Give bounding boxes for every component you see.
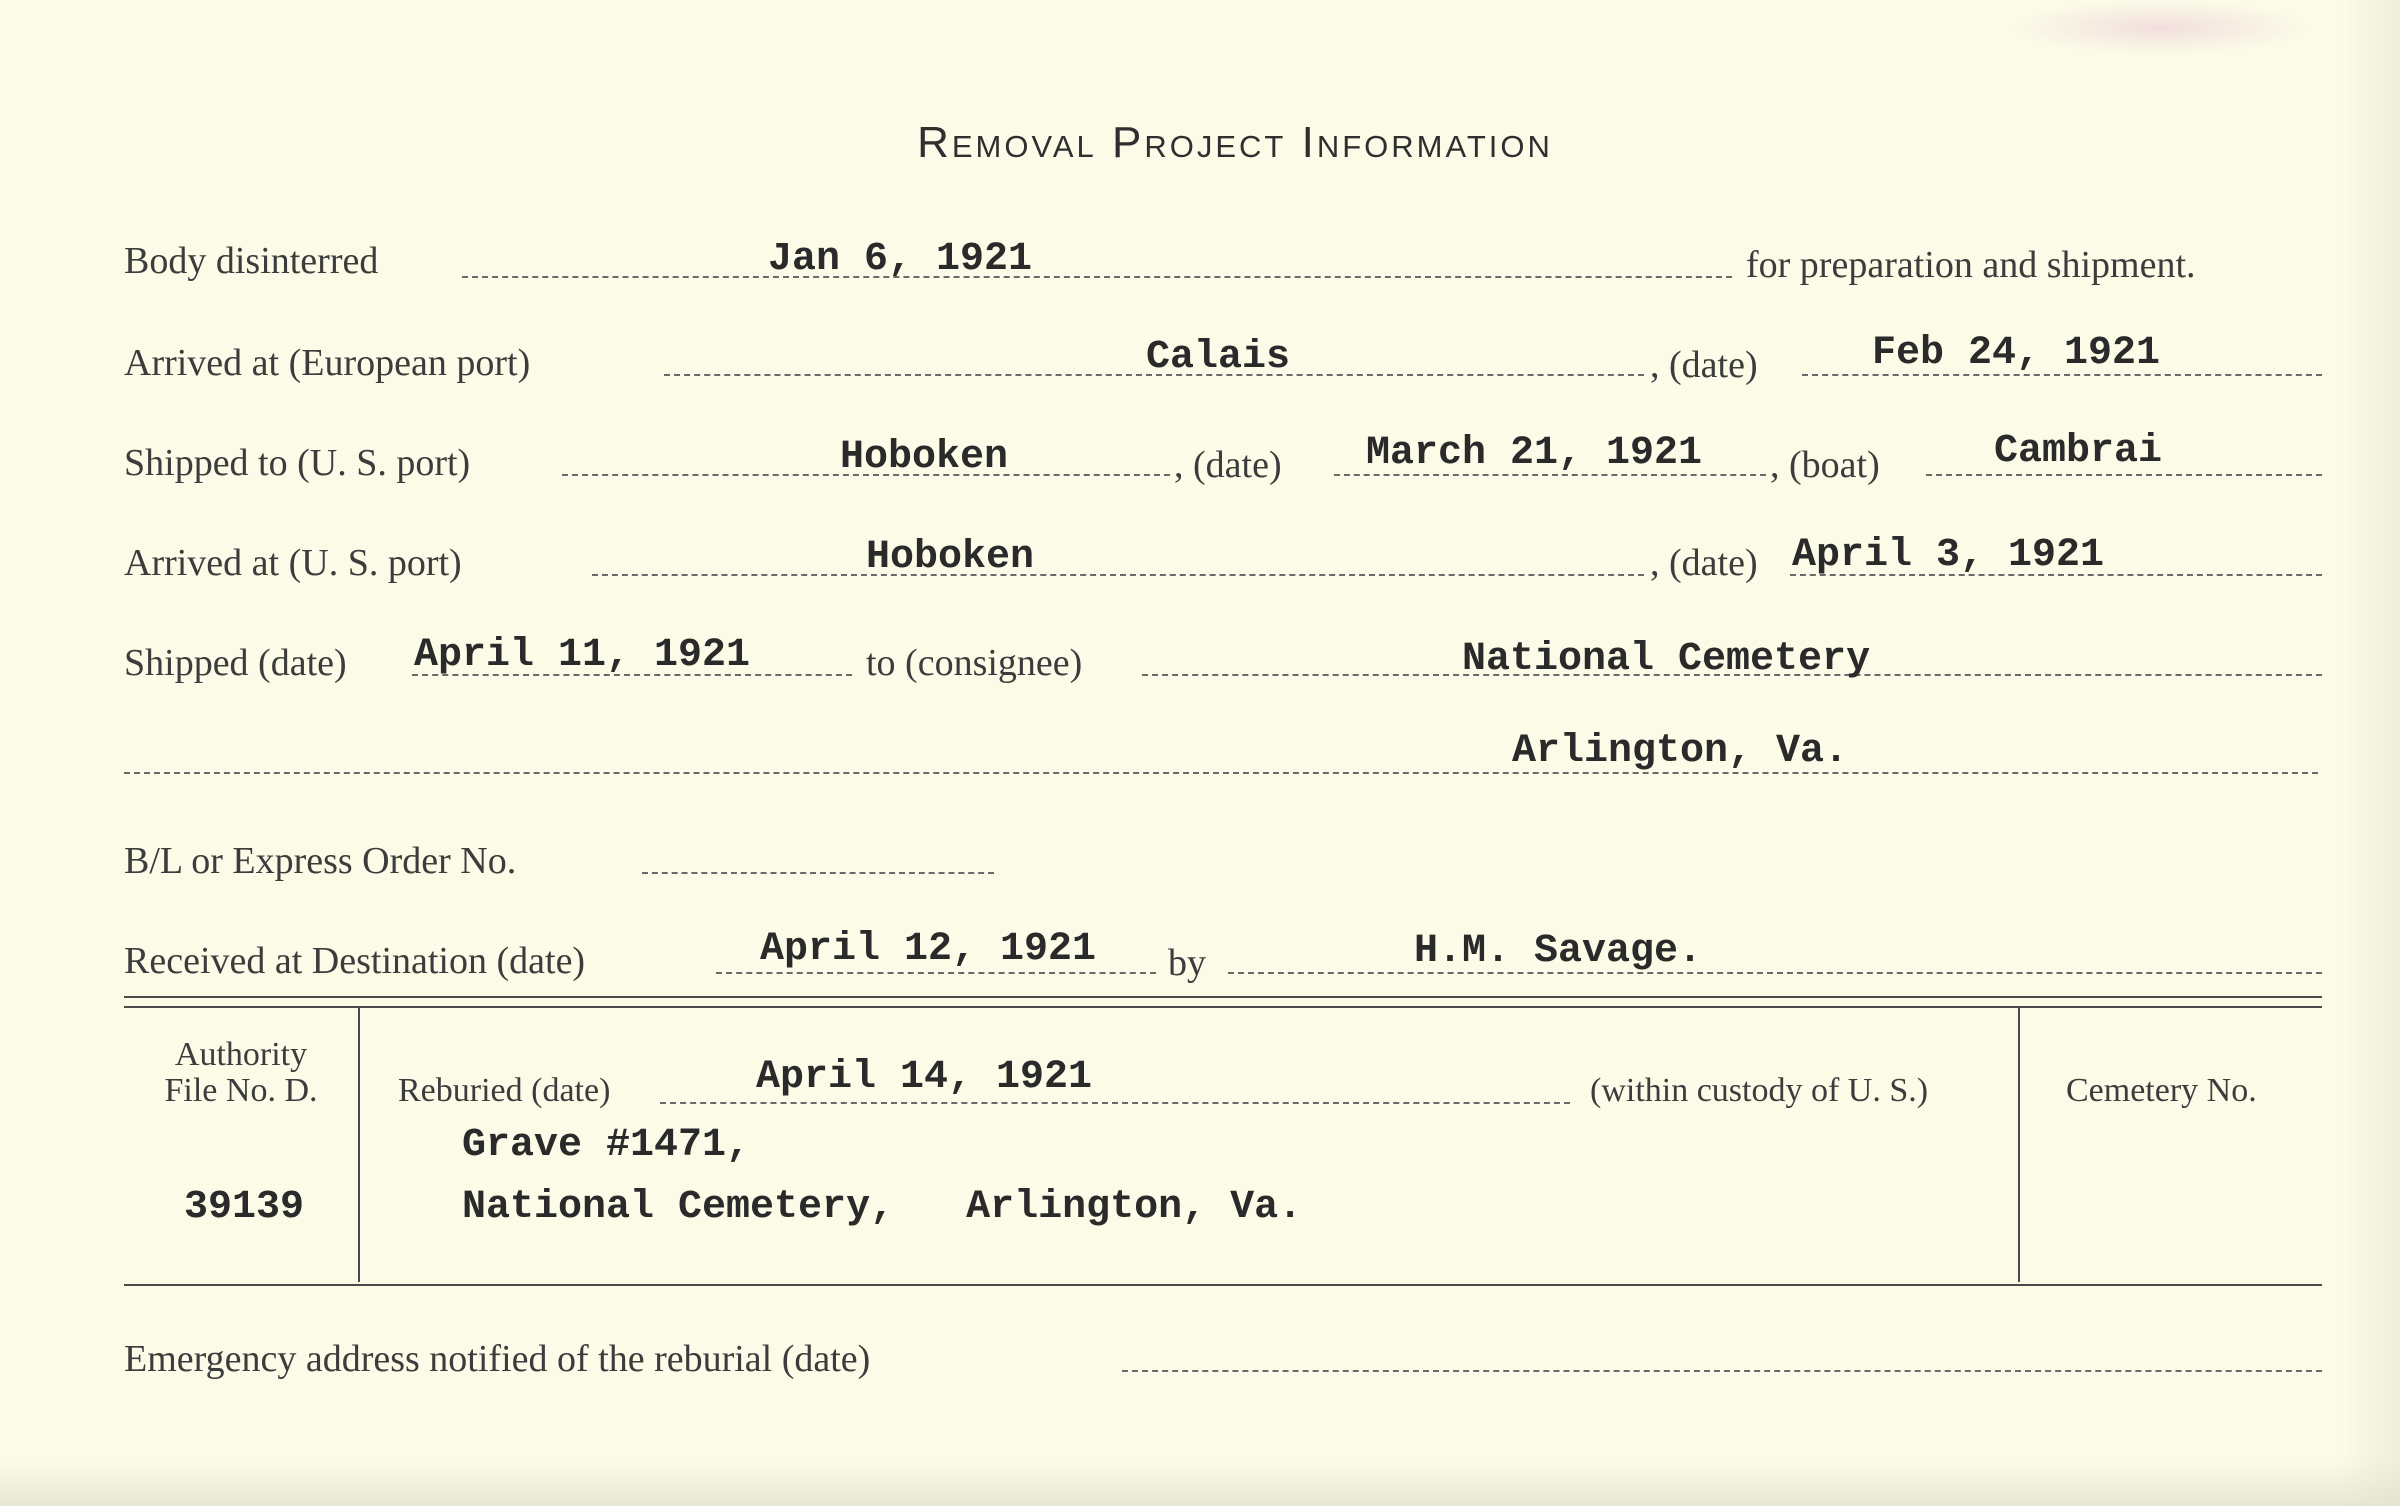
shipped-date-label: Shipped (date): [124, 642, 347, 684]
arrived-european-date-value: Feb 24, 1921: [1872, 331, 2161, 376]
reburied-date-value: April 14, 1921: [756, 1055, 1093, 1100]
arrived-us-value: Hoboken: [866, 535, 1035, 580]
received-by-line: [1228, 972, 2322, 974]
boat-label-text: (boat): [1789, 444, 1880, 486]
table-divider-left: [358, 1008, 360, 1282]
for-preparation-label: for preparation and shipment.: [1746, 244, 2196, 286]
consignee-continuation-line: [124, 772, 2318, 774]
grave-line1-value: Grave #1471,: [462, 1123, 751, 1168]
table-top-rule-2: [124, 1006, 2322, 1008]
body-disinterred-value: Jan 6, 1921: [768, 237, 1033, 282]
reburied-line: [660, 1102, 1570, 1104]
arrived-european-label: Arrived at (European port): [124, 342, 531, 384]
boat-value: Cambrai: [1994, 429, 2163, 474]
body-disinterred-label: Body disinterred: [124, 240, 379, 282]
shipped-us-date-value: March 21, 1921: [1366, 431, 1703, 476]
emergency-label: Emergency address notified of the reburial (date): [124, 1338, 871, 1380]
custody-label: (within custody of U. S.): [1590, 1072, 1929, 1109]
arrived-european-date-label: , (date): [1650, 344, 1758, 386]
cemetery-no-label: Cemetery No.: [2066, 1072, 2257, 1109]
grave-line2-value: National Cemetery, Arlington, Va.: [462, 1185, 1303, 1230]
consignee-label: to (consignee): [866, 642, 1083, 684]
date-label-text: (date): [1193, 444, 1282, 486]
date-label-text: (date): [1669, 344, 1758, 386]
body-disinterred-line: [462, 276, 1732, 278]
arrived-european-value: Calais: [1146, 335, 1291, 380]
ink-stain: [2010, 0, 2310, 55]
shipped-us-date-label: , (date): [1174, 444, 1282, 486]
received-date-value: April 12, 1921: [760, 927, 1097, 972]
card-bottom-shadow: [0, 1460, 2400, 1506]
received-by-value: H.M. Savage.: [1414, 929, 1703, 974]
card-edge-shadow: [2340, 0, 2400, 1506]
emergency-line: [1122, 1370, 2322, 1372]
authority-label-1: Authority: [174, 1036, 308, 1073]
boat-line: [1926, 474, 2322, 476]
arrived-us-line: [592, 574, 1644, 576]
shipped-us-value: Hoboken: [840, 435, 1009, 480]
authority-label-2: File No. D.: [164, 1072, 318, 1109]
form-title: Removal Project Information: [917, 118, 1553, 167]
table-bottom-rule: [124, 1284, 2322, 1286]
date-label-text: (date): [1669, 542, 1758, 584]
consignee-line2-value: Arlington, Va.: [1512, 729, 1849, 774]
table-top-rule-1: [124, 996, 2322, 998]
by-label: by: [1168, 942, 1206, 984]
boat-label: , (boat): [1770, 444, 1880, 486]
reburied-label: Reburied (date): [398, 1072, 611, 1109]
arrived-us-date-label: , (date): [1650, 542, 1758, 584]
authority-file-value: 39139: [184, 1185, 305, 1230]
shipped-us-label: Shipped to (U. S. port): [124, 442, 471, 484]
arrived-us-label: Arrived at (U. S. port): [124, 542, 462, 584]
arrived-us-date-value: April 3, 1921: [1792, 533, 2105, 578]
bl-line: [642, 872, 994, 874]
table-divider-right: [2018, 1008, 2020, 1282]
bl-label: B/L or Express Order No.: [124, 840, 517, 882]
received-label: Received at Destination (date): [124, 940, 586, 982]
received-date-line: [716, 972, 1156, 974]
consignee-line1-value: National Cemetery: [1462, 637, 1871, 682]
shipped-date-value: April 11, 1921: [414, 633, 751, 678]
